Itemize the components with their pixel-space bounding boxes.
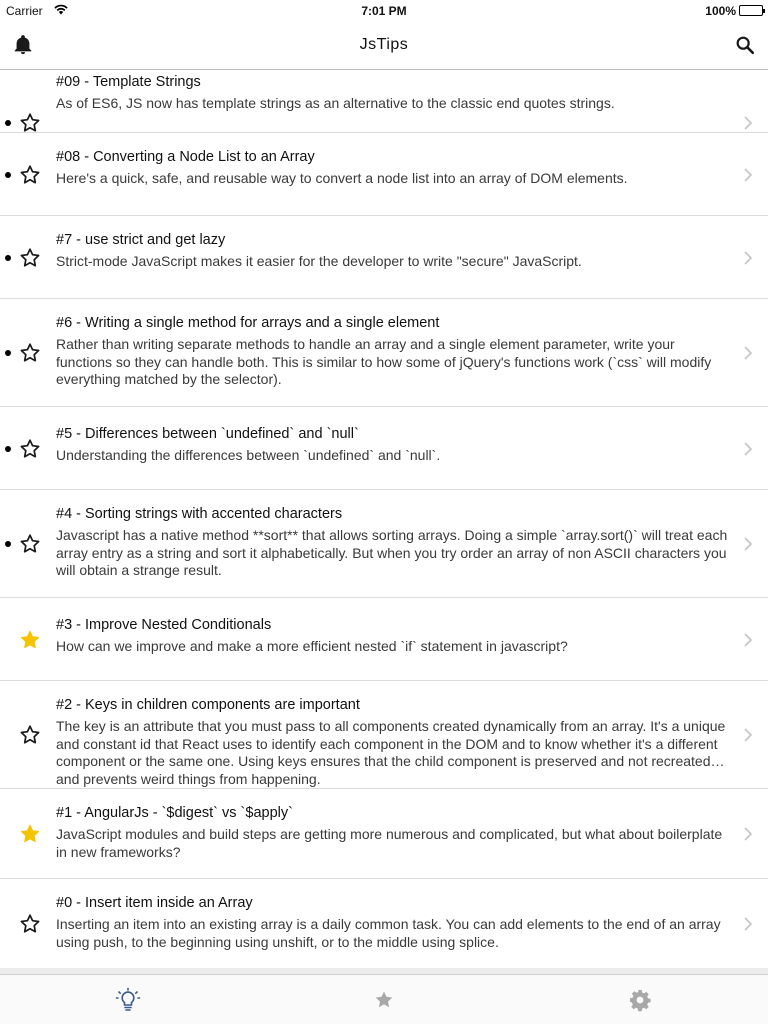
star-outline-icon[interactable]: [19, 247, 41, 269]
tip-text: [56, 615, 730, 656]
star-outline-icon[interactable]: [19, 164, 41, 186]
unread-dot: [5, 120, 11, 126]
star-filled-icon[interactable]: [19, 629, 41, 651]
tip-row[interactable]: [0, 490, 768, 598]
lightbulb-icon: [115, 987, 141, 1013]
unread-dot: [5, 446, 11, 452]
tip-title: #1 - AngularJs - `$digest` vs `$apply`: [56, 805, 293, 821]
chevron-right-icon: [744, 251, 753, 265]
tip-title: #0 - Insert item inside an Array: [56, 895, 253, 911]
tip-text: [56, 893, 730, 951]
tip-title: #6 - Writing a single method for arrays and a single element: [56, 315, 440, 331]
list-bottom-strip: [0, 968, 768, 974]
status-bar: [0, 0, 768, 20]
tip-description: Here's a quick, safe, and reusable way to convert a node list into an array of DOM elements.: [56, 170, 628, 186]
tip-title: #3 - Improve Nested Conditionals: [56, 617, 272, 633]
search-icon[interactable]: [734, 34, 756, 56]
tip-title: #09 - Template Strings: [56, 74, 201, 90]
tip-row[interactable]: [0, 216, 768, 299]
tip-row[interactable]: [0, 598, 768, 681]
chevron-right-icon: [744, 633, 753, 647]
tip-title: #7 - use strict and get lazy: [56, 232, 226, 248]
star-outline-icon[interactable]: [19, 724, 41, 746]
tip-row[interactable]: [0, 789, 768, 879]
tip-description: As of ES6, JS now has template strings as an alternative to the classic end quotes strings.: [56, 95, 615, 111]
chevron-right-icon: [744, 442, 753, 456]
tip-text: [56, 147, 730, 188]
chevron-right-icon: [744, 346, 753, 360]
unread-dot: [5, 172, 11, 178]
tip-title: #4 - Sorting strings with accented characters: [56, 506, 343, 522]
tab-favorites[interactable]: [371, 987, 397, 1013]
tip-description: How can we improve and make a more efficient nested `if` statement in javascript?: [56, 638, 568, 654]
tip-title: #08 - Converting a Node List to an Array: [56, 149, 315, 165]
tip-row[interactable]: [0, 70, 768, 133]
star-outline-icon[interactable]: [19, 438, 41, 460]
tip-text: [56, 72, 730, 113]
unread-dot: [5, 541, 11, 547]
tip-description: JavaScript modules and build steps are getting more numerous and complicated, but what about boilerplate in new frameworks?: [56, 826, 723, 860]
tip-text: [56, 504, 730, 580]
page-title: JsTips: [359, 36, 409, 53]
battery-icon: [739, 5, 763, 16]
tip-row[interactable]: [0, 879, 768, 969]
tip-description: Understanding the differences between `undefined` and `null`.: [56, 447, 441, 463]
star-icon: [371, 987, 397, 1013]
carrier-label: Carrier: [6, 4, 43, 18]
tip-row[interactable]: [0, 299, 768, 407]
tip-description: Javascript has a native method **sort** that allows sorting arrays. Doing a simple `array.sort()` will treat each array entry as a string and sort it alphabetically. But when you try order an array of non ASCII characters you will obtain a strange result.: [56, 527, 728, 578]
chevron-right-icon: [744, 827, 753, 841]
tip-text: [56, 230, 730, 271]
battery-percent: 100%: [705, 4, 736, 18]
status-time: 7:01 PM: [361, 4, 407, 18]
star-outline-icon[interactable]: [19, 913, 41, 935]
navigation-bar: [0, 20, 768, 70]
tip-text: [56, 424, 730, 465]
tab-tips[interactable]: [115, 987, 141, 1013]
tips-list: [0, 70, 768, 968]
tip-description: Strict-mode JavaScript makes it easier for the developer to write "secure" JavaScript.: [56, 253, 582, 269]
tab-bar: [0, 974, 768, 1024]
tab-settings[interactable]: [627, 987, 653, 1013]
tip-row[interactable]: [0, 681, 768, 789]
tip-title: #2 - Keys in children components are important: [56, 697, 360, 713]
tip-description: Rather than writing separate methods to handle an array and a single element parameter, write your functions so they can handle both. This is similar to how some of jQuery's functions work (`css` will modify everything matched by the selector).: [56, 336, 712, 387]
tip-row[interactable]: [0, 133, 768, 216]
chevron-right-icon: [744, 917, 753, 931]
tip-description: The key is an attribute that you must pass to all components created dynamically from an array. It's a unique and constant id that React uses to identify each component in the DOM and to know whether it's a different component or the same one. Using keys ensures that the child component is preserved and not recreated and prevents weird things from happening.: [56, 718, 726, 787]
tip-title: #5 - Differences between `undefined` and `null`: [56, 426, 359, 442]
unread-dot: [5, 255, 11, 261]
tip-description: Inserting an item into an existing array is a daily common task. You can add elements to the end of an array using push, to the beginning using unshift, or to the middle using splice.: [56, 916, 721, 950]
tip-text: [56, 803, 730, 861]
chevron-right-icon: [744, 116, 753, 130]
unread-dot: [5, 350, 11, 356]
star-outline-icon[interactable]: [19, 342, 41, 364]
star-filled-icon[interactable]: [19, 823, 41, 845]
gear-icon: [627, 987, 653, 1013]
star-outline-icon[interactable]: [19, 533, 41, 555]
star-outline-icon[interactable]: [19, 112, 41, 134]
tip-text: [56, 695, 730, 787]
chevron-right-icon: [744, 537, 753, 551]
tip-text: [56, 313, 730, 389]
tip-row[interactable]: [0, 407, 768, 490]
chevron-right-icon: [744, 728, 753, 742]
chevron-right-icon: [744, 168, 753, 182]
